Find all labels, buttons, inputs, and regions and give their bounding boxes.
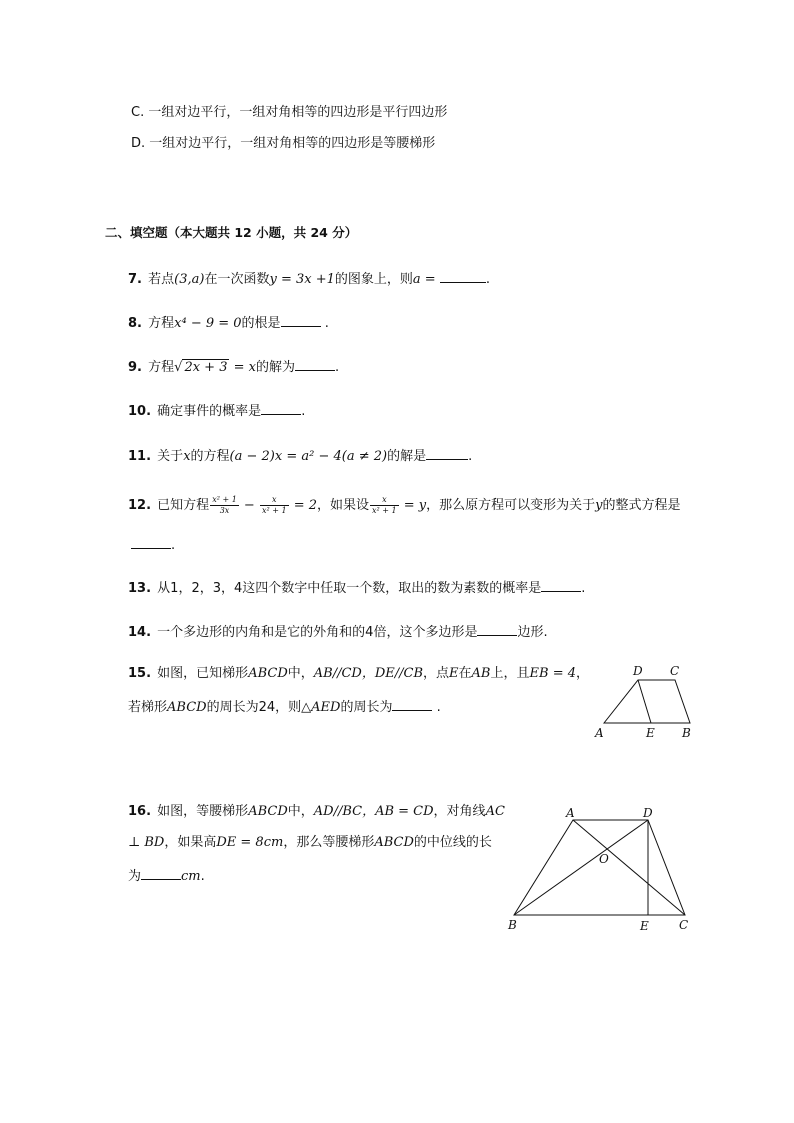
period: . <box>581 581 586 596</box>
label-o: O <box>599 852 609 866</box>
math-expr: cm <box>181 869 201 884</box>
math-expr: AC <box>485 804 505 819</box>
segment-de <box>638 680 651 723</box>
math-expr: AB//CD，DE//CB <box>313 666 424 681</box>
question-text: 一个多边形的内角和是它的外角和的4倍，这个多边形是 <box>157 625 478 640</box>
question-15-line2 <box>128 696 441 718</box>
math-expr: EB = 4 <box>529 666 576 681</box>
answer-blank[interactable] <box>141 865 181 880</box>
math-expr: a = <box>412 272 436 287</box>
question-number: 16. <box>128 804 152 819</box>
question-16 <box>128 802 505 822</box>
question-7 <box>128 268 490 290</box>
question-number: 9. <box>128 360 142 375</box>
answer-blank[interactable] <box>392 696 432 711</box>
question-number: 11. <box>128 449 152 464</box>
math-expr: y = 3x +1 <box>269 272 335 287</box>
math-expr: = x <box>233 360 256 375</box>
label-d: D <box>643 806 653 820</box>
math-expr: = y <box>399 498 427 513</box>
question-text: 的解为 <box>255 360 295 375</box>
answer-blank[interactable] <box>295 356 335 371</box>
math-expr: x <box>183 449 191 464</box>
period: . <box>200 869 205 884</box>
question-16-line3 <box>128 865 205 887</box>
trapezoid-outline <box>514 820 685 915</box>
math-expr: AB <box>471 666 491 681</box>
math-expr: AD//BC，AB = CD <box>313 804 434 819</box>
answer-blank[interactable] <box>477 621 517 636</box>
label-a: A <box>566 806 575 820</box>
diagonal-bd <box>514 820 648 915</box>
question-text: 中， <box>287 666 314 681</box>
question-text: 方程 <box>148 360 175 375</box>
fraction: $\frac{\text{x² + 1}}{3x}$ <box>212 495 237 515</box>
math-expr: DE = 8cm <box>216 835 284 850</box>
question-16-line2 <box>128 833 492 853</box>
sqrt-expr: √ 2x + 3 <box>174 360 228 375</box>
question-text: ，那么原方程可以变形为关于 <box>426 498 596 513</box>
question-text: 关于 <box>157 449 184 464</box>
question-10 <box>128 400 305 422</box>
question-11 <box>128 445 472 467</box>
math-expr: ABCD <box>248 804 288 819</box>
question-text: 确定事件的概率是 <box>157 404 262 419</box>
answer-blank[interactable] <box>131 534 171 549</box>
label-b: B <box>508 918 517 932</box>
section-title: 二、填空题（本大题共 12 小题，共 24 分） <box>105 225 358 240</box>
math-op: − <box>239 498 259 513</box>
question-text: 的图象上，则 <box>334 272 413 287</box>
question-text: 上，且 <box>490 666 530 681</box>
math-expr: ⊥ BD <box>128 835 165 850</box>
math-expr: E <box>449 666 459 681</box>
label-e: E <box>646 726 655 740</box>
question-number: 14. <box>128 625 152 640</box>
question-text: 在 <box>458 666 472 681</box>
question-number: 12. <box>128 498 152 513</box>
question-9 <box>128 356 339 378</box>
fraction: $\frac{x}{\text{x² + 1}}$ <box>372 495 397 515</box>
question-text: 方程 <box>148 316 175 331</box>
period: . <box>171 538 176 553</box>
label-e: E <box>640 919 649 933</box>
figure-16-isosceles-trapezoid <box>500 800 700 940</box>
question-15 <box>128 664 589 684</box>
label-a: A <box>595 726 604 740</box>
question-text: 若梯形 <box>128 700 168 715</box>
math-expr: (a − 2)x = a² − 4(a ≠ 2) <box>229 449 388 464</box>
trapezoid-outline <box>604 680 690 723</box>
question-text: 的解是 <box>387 449 427 464</box>
math-expr: ABCD <box>167 700 207 715</box>
math-expr: x⁴ − 9 = 0 <box>174 316 242 331</box>
question-text: 的方程 <box>190 449 230 464</box>
answer-blank[interactable] <box>261 400 301 415</box>
question-text: ，如果高 <box>164 835 217 850</box>
question-8 <box>128 312 329 334</box>
question-13 <box>128 577 585 599</box>
question-text: 为 <box>128 869 142 884</box>
period: . <box>436 700 441 715</box>
question-number: 15. <box>128 666 152 681</box>
question-text: 从1，2，3，4这四个数字中任取一个数，取出的数为素数的概率是 <box>157 581 542 596</box>
math-expr: = 2 <box>289 498 318 513</box>
answer-blank[interactable] <box>281 312 321 327</box>
question-text: 如图，等腰梯形 <box>157 804 249 819</box>
question-number: 10. <box>128 404 152 419</box>
question-text: 中， <box>287 804 314 819</box>
math-expr: ABCD <box>374 835 414 850</box>
answer-blank[interactable] <box>440 268 486 283</box>
question-text: ，那么等腰梯形 <box>283 835 375 850</box>
answer-blank[interactable] <box>541 577 581 592</box>
question-text: 的周长为24，则 <box>206 700 302 715</box>
label-d: D <box>633 664 643 678</box>
question-12 <box>128 494 681 518</box>
period: . <box>485 272 490 287</box>
question-text: ， <box>576 666 590 681</box>
period: . <box>334 360 340 375</box>
question-text: 在一次函数 <box>204 272 270 287</box>
period: . <box>324 316 329 331</box>
question-number: 8. <box>128 316 142 331</box>
period: . <box>468 449 473 464</box>
option-d: D. 一组对边平行，一组对角相等的四边形是等腰梯形 <box>131 136 436 151</box>
math-expr: △AED <box>301 700 341 715</box>
question-number: 7. <box>128 272 142 287</box>
question-text: 已知方程 <box>157 498 210 513</box>
question-12-line2 <box>131 534 175 556</box>
period: . <box>301 404 306 419</box>
label-b: B <box>682 726 691 740</box>
question-text: 的根是 <box>241 316 281 331</box>
question-text: 边形. <box>517 625 548 640</box>
option-c: C. 一组对边平行，一组对角相等的四边形是平行四边形 <box>131 105 448 120</box>
question-number: 13. <box>128 581 152 596</box>
math-expr: (3,a) <box>174 272 205 287</box>
question-text: 的周长为 <box>340 700 393 715</box>
question-text: 如图，已知梯形 <box>157 666 249 681</box>
question-text: 的整式方程是 <box>602 498 681 513</box>
fraction: $\frac{x}{\text{x² + 1}}$ <box>261 495 287 515</box>
math-expr: ABCD <box>248 666 288 681</box>
question-text: 若点 <box>148 272 175 287</box>
question-text: ，对角线 <box>433 804 486 819</box>
math-expr: y <box>595 498 603 513</box>
figure-15-trapezoid <box>590 660 700 742</box>
question-text: 的中位线的长 <box>413 835 492 850</box>
answer-blank[interactable] <box>426 445 468 460</box>
question-text: ，如果设 <box>317 498 370 513</box>
diagonal-ac <box>573 820 685 915</box>
label-c: C <box>670 664 680 678</box>
question-14 <box>128 621 548 643</box>
label-c: C <box>679 918 689 932</box>
question-text: ，点 <box>423 666 450 681</box>
